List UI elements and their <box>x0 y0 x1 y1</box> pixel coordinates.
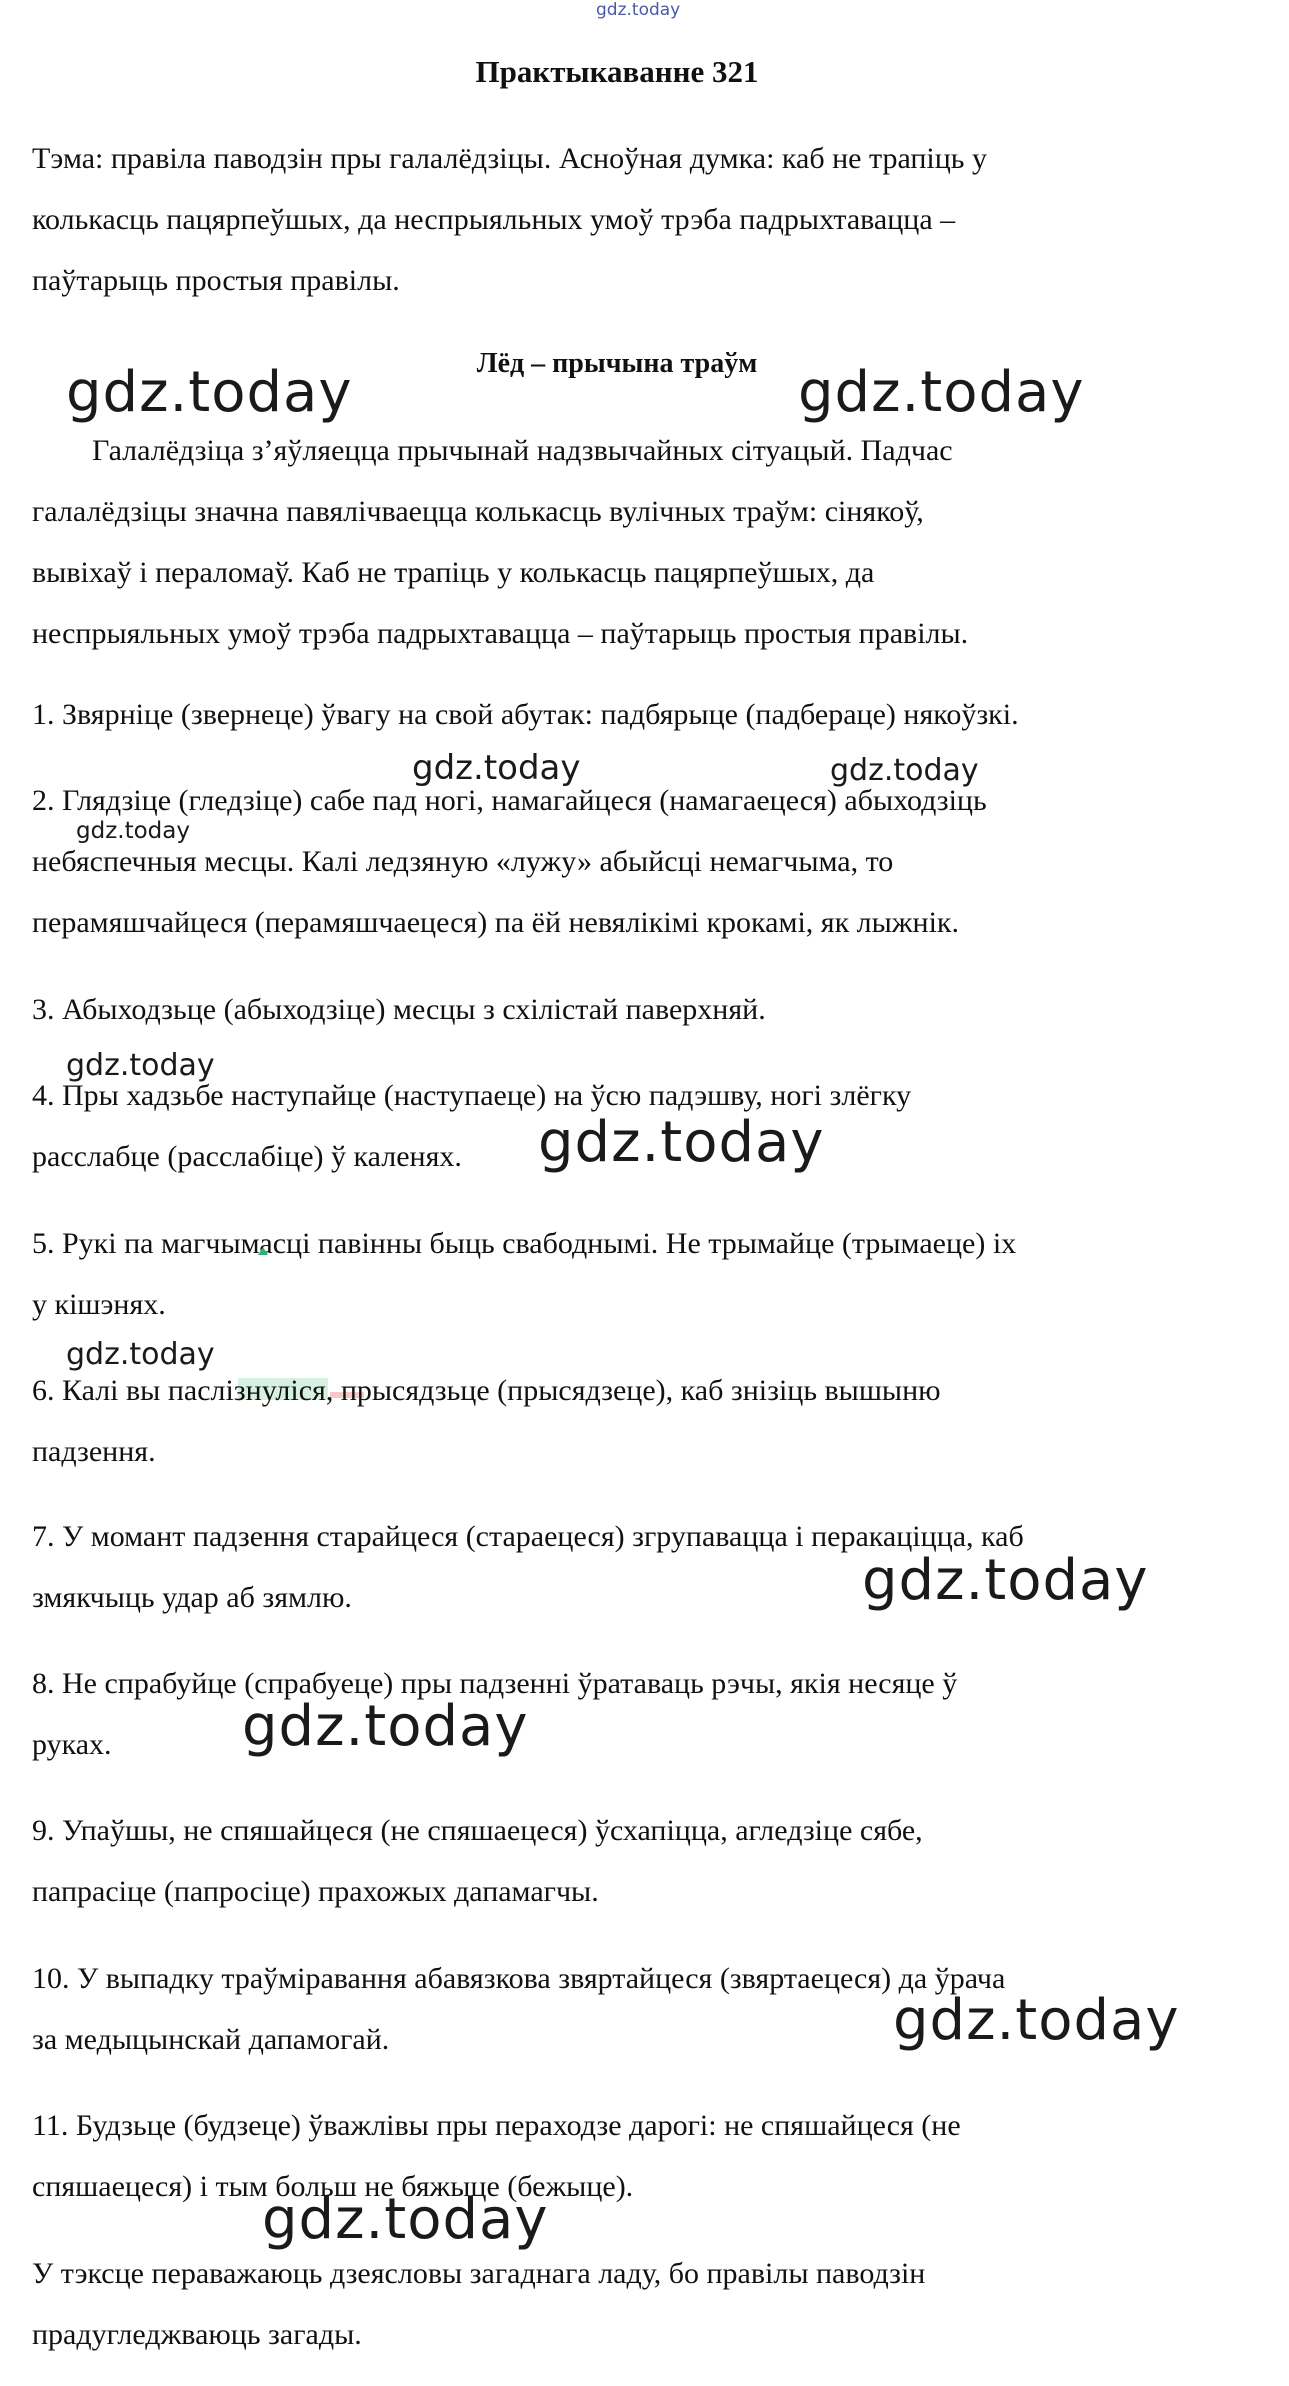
rule-line: за медыцынскай дапамогай. <box>32 2023 390 2056</box>
rule-line: 7. У момант падзення старайцеся (стараецеся) згрупавацца і перакаціцца, каб <box>32 1520 1024 1553</box>
marker-triangle <box>258 1247 268 1255</box>
watermark: gdz.today <box>66 360 353 425</box>
text-title: Лёд – прычына траўм <box>476 348 758 379</box>
watermark: gdz.today <box>798 360 1085 425</box>
rule-line: 3. Абыходзьце (абыходзіце) месцы з схілістай паверхняй. <box>32 993 766 1026</box>
watermark: gdz.today <box>538 1110 825 1175</box>
page-title: Практыкаванне 321 <box>475 54 759 89</box>
rule-line: 6. Калі вы паслізнуліся, прысядзьце (прысядзеце), каб знізіць вышыню <box>32 1374 941 1407</box>
rule-line: падзення. <box>32 1435 156 1468</box>
header-watermark: gdz.today <box>596 0 681 20</box>
rule-line: 8. Не спрабуйце (спрабуеце) пры падзенні ўратаваць рэчы, якія несяце ў <box>32 1667 958 1700</box>
rule-line: 2. Глядзіце (гледзіце) сабе пад ногі, намагайцеся (намагаецеся) абыходзіць <box>32 784 987 817</box>
watermark: gdz.today <box>242 1694 529 1759</box>
watermark: gdz.today <box>66 1048 215 1083</box>
rule-line: расслабце (расслабіце) ў каленях. <box>32 1140 462 1173</box>
rule-line: небяспечныя месцы. Калі ледзяную «лужу» абыйсці немагчыма, то <box>32 845 894 878</box>
text-line: У тэксце пераважаюць дзеясловы загаднага ладу, бо правілы паводзін <box>32 2257 926 2290</box>
rule-line: змякчыць удар аб зямлю. <box>32 1581 352 1614</box>
text-line: неспрыяльных умоў трэба падрыхтавацца – паўтарыць простыя правілы. <box>32 617 969 650</box>
rule-line: 9. Упаўшы, не спяшайцеся (не спяшаецеся) ўсхапіцца, агледзіце сябе, <box>32 1814 923 1847</box>
rule-line: у кішэнях. <box>32 1288 166 1321</box>
watermark: gdz.today <box>830 753 979 788</box>
text-line: колькасць пацярпеўшых, да неспрыяльных умоў трэба падрыхтавацца – <box>32 203 956 236</box>
watermark: gdz.today <box>893 1988 1180 2053</box>
rule-line: 4. Пры хадзьбе наступайце (наступаеце) на ўсю падэшву, ногі злёгку <box>32 1079 912 1112</box>
rule-line: папрасіце (папросіце) прахожых дапамагчы. <box>32 1875 599 1908</box>
text-line: вывіхаў і пераломаў. Каб не трапіць у колькасць пацярпеўшых, да <box>32 556 875 589</box>
watermark: gdz.today <box>862 1548 1149 1613</box>
text-line: Галалёдзіца з’яўляецца прычынай надзвычайных сітуацый. Падчас <box>32 434 953 467</box>
rule-line: 5. Рукі па магчымасці павінны быць свабоднымі. Не трымайце (трымаеце) іх <box>32 1227 1017 1260</box>
rule-line: 11. Будзьце (будзеце) ўважлівы пры пераходзе дарогі: не спяшайцеся (не <box>32 2109 961 2142</box>
rule-line: спяшаецеся) і тым больш не бяжыце (бежыце). <box>32 2170 634 2203</box>
rule-line: руках. <box>32 1728 112 1761</box>
text-line: галалёдзіцы значна павялічваецца колькасць вулічных траўм: сінякоў, <box>32 495 924 528</box>
rule-line: 10. У выпадку траўміравання абавязкова звяртайцеся (звяртаецеся) да ўрача <box>32 1962 1006 1995</box>
watermark: gdz.today <box>76 818 190 844</box>
text-line: паўтарыць простыя правілы. <box>32 264 400 297</box>
rule-line: 1. Звярніце (звернеце) ўвагу на свой абутак: падбярыце (падберацe) някоўзкі. <box>32 698 1019 731</box>
text-line: Тэма: правіла паводзін пры галалёдзіцы. Асноўная думка: каб не трапіць у <box>32 142 987 175</box>
rule-line: перамяшчайцеся (перамяшчаецеся) па ёй невялікімі крокамі, як лыжнік. <box>32 906 959 939</box>
watermark: gdz.today <box>412 748 581 788</box>
text-line: прадугледжваюць загады. <box>32 2318 362 2351</box>
watermark: gdz.today <box>66 1337 215 1372</box>
watermark: gdz.today <box>262 2187 549 2252</box>
